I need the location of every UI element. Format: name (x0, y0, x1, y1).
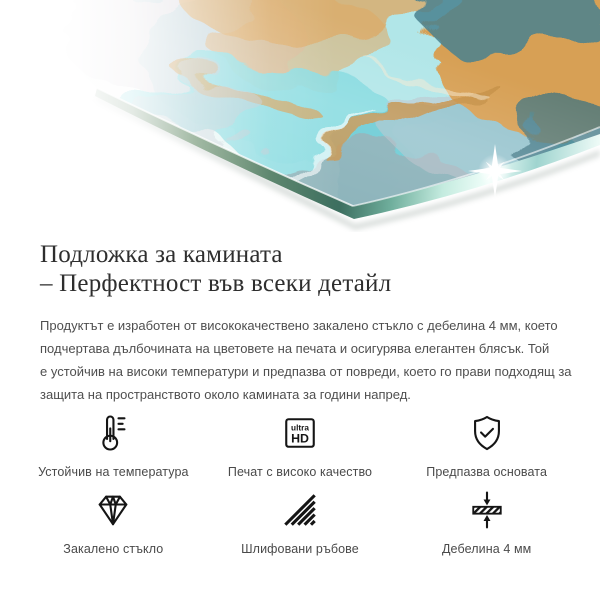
feature-item-tempered-glass (20, 487, 207, 556)
feature-item-temperature (20, 410, 207, 479)
polished-edges-icon (278, 487, 322, 533)
ultra-hd-icon (278, 410, 322, 456)
feature-item-print-quality (207, 410, 394, 479)
ultra-hd-badge-bottom: HD (291, 431, 309, 446)
page-title (40, 240, 560, 298)
feature-label: Закалено стъкло (63, 542, 164, 556)
diamond-icon (91, 487, 135, 533)
feature-item-thickness (393, 487, 580, 556)
product-description (40, 314, 572, 406)
feature-label: Устойчив на температура (38, 465, 189, 479)
glass-panel-illustration (0, 0, 600, 232)
thermometer-icon (91, 410, 135, 456)
description-line: защита на пространството около камината за години напред. (40, 387, 411, 402)
title-line-1: Подложка за камината (40, 241, 283, 268)
content-section (0, 240, 600, 556)
feature-item-polished-edges (207, 487, 394, 556)
white-fade-overlay (0, 0, 600, 232)
title-line-2: – Перфектност във всеки детайл (40, 270, 392, 297)
feature-label: Дебелина 4 мм (441, 542, 532, 556)
feature-label: Печат с високо качество (227, 465, 373, 479)
description-line: Продуктът е изработен от висококачествено закалено стъкло с дебелина 4 мм, което (40, 318, 558, 333)
hero-image (0, 0, 600, 232)
thickness-icon (465, 487, 509, 533)
description-line: подчертава дълбочината на цветовете на печата и осигурява елегантен блясък. Той (40, 341, 550, 356)
description-line: е устойчив на високи температури и предпазва от повреди, което го прави подходящ за (40, 364, 572, 379)
ultra-hd-badge-top: ultra (291, 423, 309, 433)
features-grid (20, 410, 580, 556)
feature-item-protects-base (393, 410, 580, 479)
feature-label: Шлифовани ръбове (241, 542, 359, 556)
shield-check-icon (465, 410, 509, 456)
feature-label: Предпазва основата (426, 465, 548, 479)
